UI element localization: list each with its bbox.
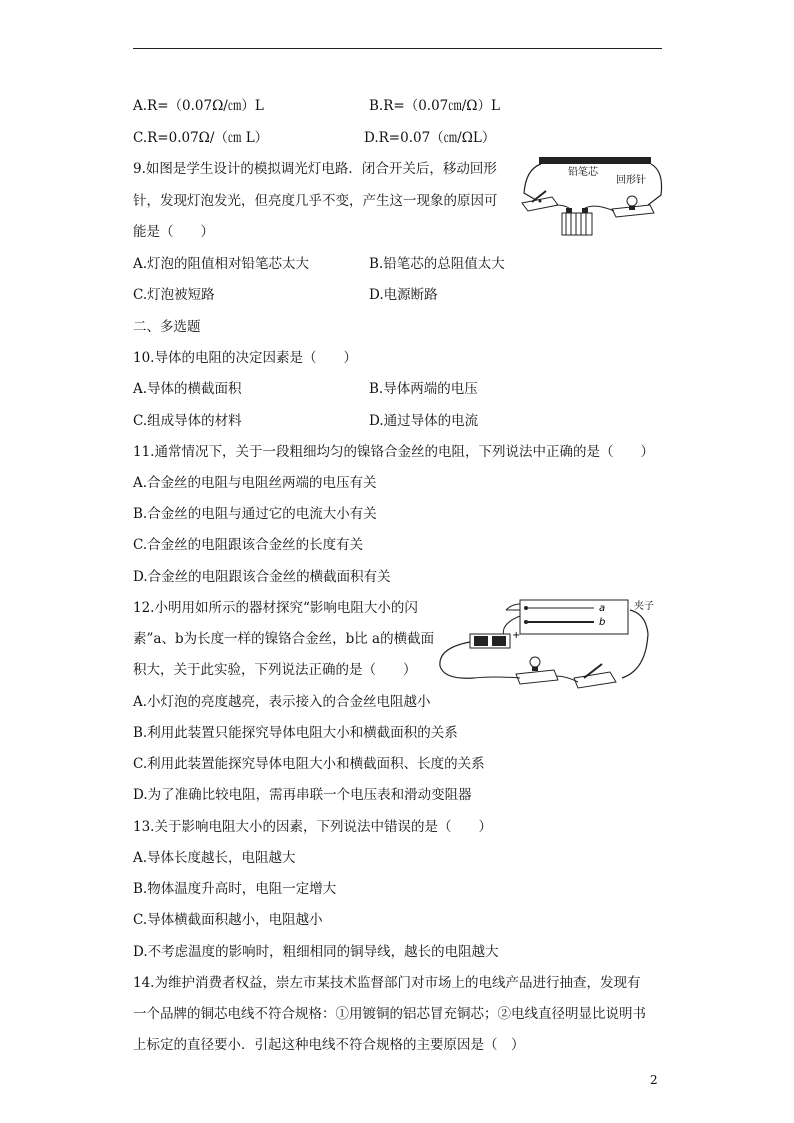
q9-circuit-figure	[516, 155, 666, 240]
q9-label-pencil-lead: 铅笔芯	[568, 167, 598, 178]
q13-option-b: B.物体温度升高时，电阻一定增大	[133, 881, 337, 897]
q14-stem-line1: 14.为维护消费者权益，崇左市某技术监督部门对市场上的电线产品进行抽查，发现有	[133, 975, 641, 991]
q13-option-c: C.导体横截面积越小，电阻越小	[133, 912, 323, 928]
q13-option-a: A.导体长度越长，电阻越大	[133, 850, 296, 866]
q11-option-a: A.合金丝的电阻与电阻丝两端的电压有关	[133, 475, 377, 491]
q12-stem-line1: 12.小明用如所示的器材探究“影响电阻大小的闪	[133, 600, 418, 616]
q12-option-c: C.利用此装置能探究导体电阻大小和横截面积、长度的关系	[133, 756, 485, 772]
q12-option-a: A.小灯泡的亮度越亮，表示接入的合金丝电阻越小	[133, 694, 431, 710]
q9-stem-line1: 9.如图是学生设计的模拟调光灯电路．闭合开关后，移动回形	[133, 161, 497, 177]
q12-stem-line3: 积大，关于此实验，下列说法正确的是（ ）	[133, 662, 417, 678]
q8-option-a: A.R=（0.07Ω/㎝）L	[133, 98, 264, 114]
q10-option-a: A.导体的横截面积	[133, 381, 242, 397]
q11-option-c: C.合金丝的电阻跟该合金丝的长度有关	[133, 537, 364, 553]
q9-stem-line3: 能是（ ）	[133, 224, 214, 240]
q10-option-c: C.组成导体的材料	[133, 413, 242, 429]
q11-stem: 11.通常情况下，关于一段粗细均匀的镍铬合金丝的电阻，下列说法中正确的是（ ）	[133, 444, 654, 460]
q14-stem-line3: 上标定的直径要小．引起这种电线不符合规格的主要原因是（ ）	[133, 1037, 525, 1053]
header-rule	[133, 48, 662, 49]
q8-option-c: C.R=0.07Ω/（㎝ L）	[133, 130, 269, 146]
q10-option-b: B.导体两端的电压	[369, 381, 478, 397]
q12-option-b: B.利用此装置只能探究导体电阻大小和横截面积的关系	[133, 725, 458, 741]
q10-stem: 10.导体的电阻的决定因素是（ ）	[133, 350, 357, 366]
q8-option-b: B.R=（0.07㎝/Ω）L	[369, 98, 500, 114]
q12-label-clip: 夹子	[634, 601, 654, 612]
q9-option-a: A.灯泡的阻值相对铅笔芯太大	[133, 256, 310, 272]
q12-label-wire-b: b	[599, 617, 606, 628]
q10-option-d: D.通过导体的电流	[369, 413, 479, 429]
q14-stem-line2: 一个品牌的铜芯电线不符合规格：①用镀铜的铝芯冒充铜芯；②电线直径明显比说明书	[133, 1006, 646, 1022]
q12-label-wire-a: a	[599, 603, 606, 614]
q9-stem-line2: 针，发现灯泡发光，但亮度几乎不变，产生这一现象的原因可	[133, 193, 498, 209]
q9-option-b: B.铅笔芯的总阻值太大	[369, 256, 505, 272]
q12-option-d: D.为了准确比较电阻，需再串联一个电压表和滑动变阻器	[133, 787, 472, 803]
q9-option-c: C.灯泡被短路	[133, 287, 215, 303]
q11-option-d: D.合金丝的电阻跟该合金丝的横截面积有关	[133, 569, 391, 585]
q12-stem-line2: 素”a、b为长度一样的镍铬合金丝，b比 a的横截面	[133, 631, 435, 647]
q12-circuit-figure	[434, 596, 666, 692]
page-number: 2	[650, 1073, 658, 1087]
q8-option-d: D.R=0.07（㎝/ΩL）	[364, 130, 496, 146]
section-heading-multiple-choice: 二、多选题	[133, 319, 201, 335]
q9-label-paperclip: 回形针	[616, 175, 646, 186]
q13-stem: 13.关于影响电阻大小的因素，下列说法中错误的是（ ）	[133, 819, 492, 835]
q9-option-d: D.电源断路	[369, 287, 438, 303]
q11-option-b: B.合金丝的电阻与通过它的电流大小有关	[133, 506, 377, 522]
q13-option-d: D.不考虑温度的影响时，粗细相同的铜导线，越长的电阻越大	[133, 944, 499, 960]
q12-battery-plus-sign: +	[512, 630, 521, 641]
